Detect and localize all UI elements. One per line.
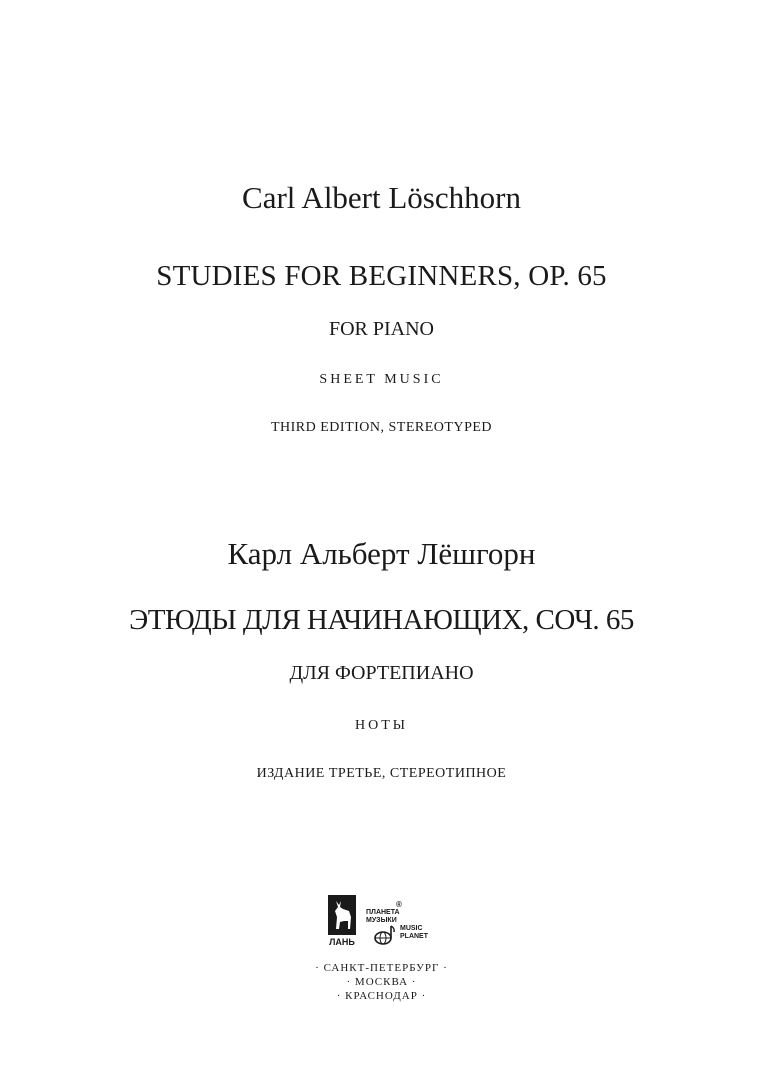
- work-title-ru: ЭТЮДЫ ДЛЯ НАЧИНАЮЩИХ, СОЧ. 65: [129, 604, 634, 636]
- music-note-globe-icon: [374, 925, 396, 945]
- work-title-en: STUDIES FOR BEGINNERS, OP. 65: [156, 260, 607, 292]
- publisher-logo: [328, 895, 438, 955]
- planet-en-line2: PLANET: [400, 933, 428, 940]
- city-krasnodar: · КРАСНОДАР ·: [336, 990, 427, 1002]
- material-type-ru: НОТЫ: [355, 718, 408, 733]
- instrument-en: FOR PIANO: [328, 318, 435, 340]
- author-name-en: Carl Albert Löschhorn: [242, 180, 521, 215]
- planet-label-line2: МУЗЫКИ: [366, 917, 397, 924]
- edition-en: THIRD EDITION, STEREOTYPED: [270, 420, 493, 435]
- planet-label-line1: ПЛАНЕТА: [366, 909, 400, 916]
- planet-muzyki-logo: [364, 897, 434, 947]
- author-name-ru: Карл Альберт Лёшгорн: [227, 536, 536, 571]
- registered-mark: ®: [396, 900, 402, 909]
- city-moscow: · МОСКВА ·: [346, 976, 417, 988]
- instrument-ru: ДЛЯ ФОРТЕПИАНО: [289, 662, 474, 684]
- lan-deer-icon: [328, 895, 358, 947]
- edition-ru: ИЗДАНИЕ ТРЕТЬЕ, СТЕРЕОТИПНОЕ: [256, 766, 507, 781]
- material-type-en: SHEET MUSIC: [319, 372, 444, 387]
- city-saint-petersburg: · САНКТ-ПЕТЕРБУРГ ·: [315, 962, 448, 974]
- lan-label: ЛАНЬ: [329, 937, 355, 947]
- planet-en-line1: MUSIC: [400, 925, 423, 932]
